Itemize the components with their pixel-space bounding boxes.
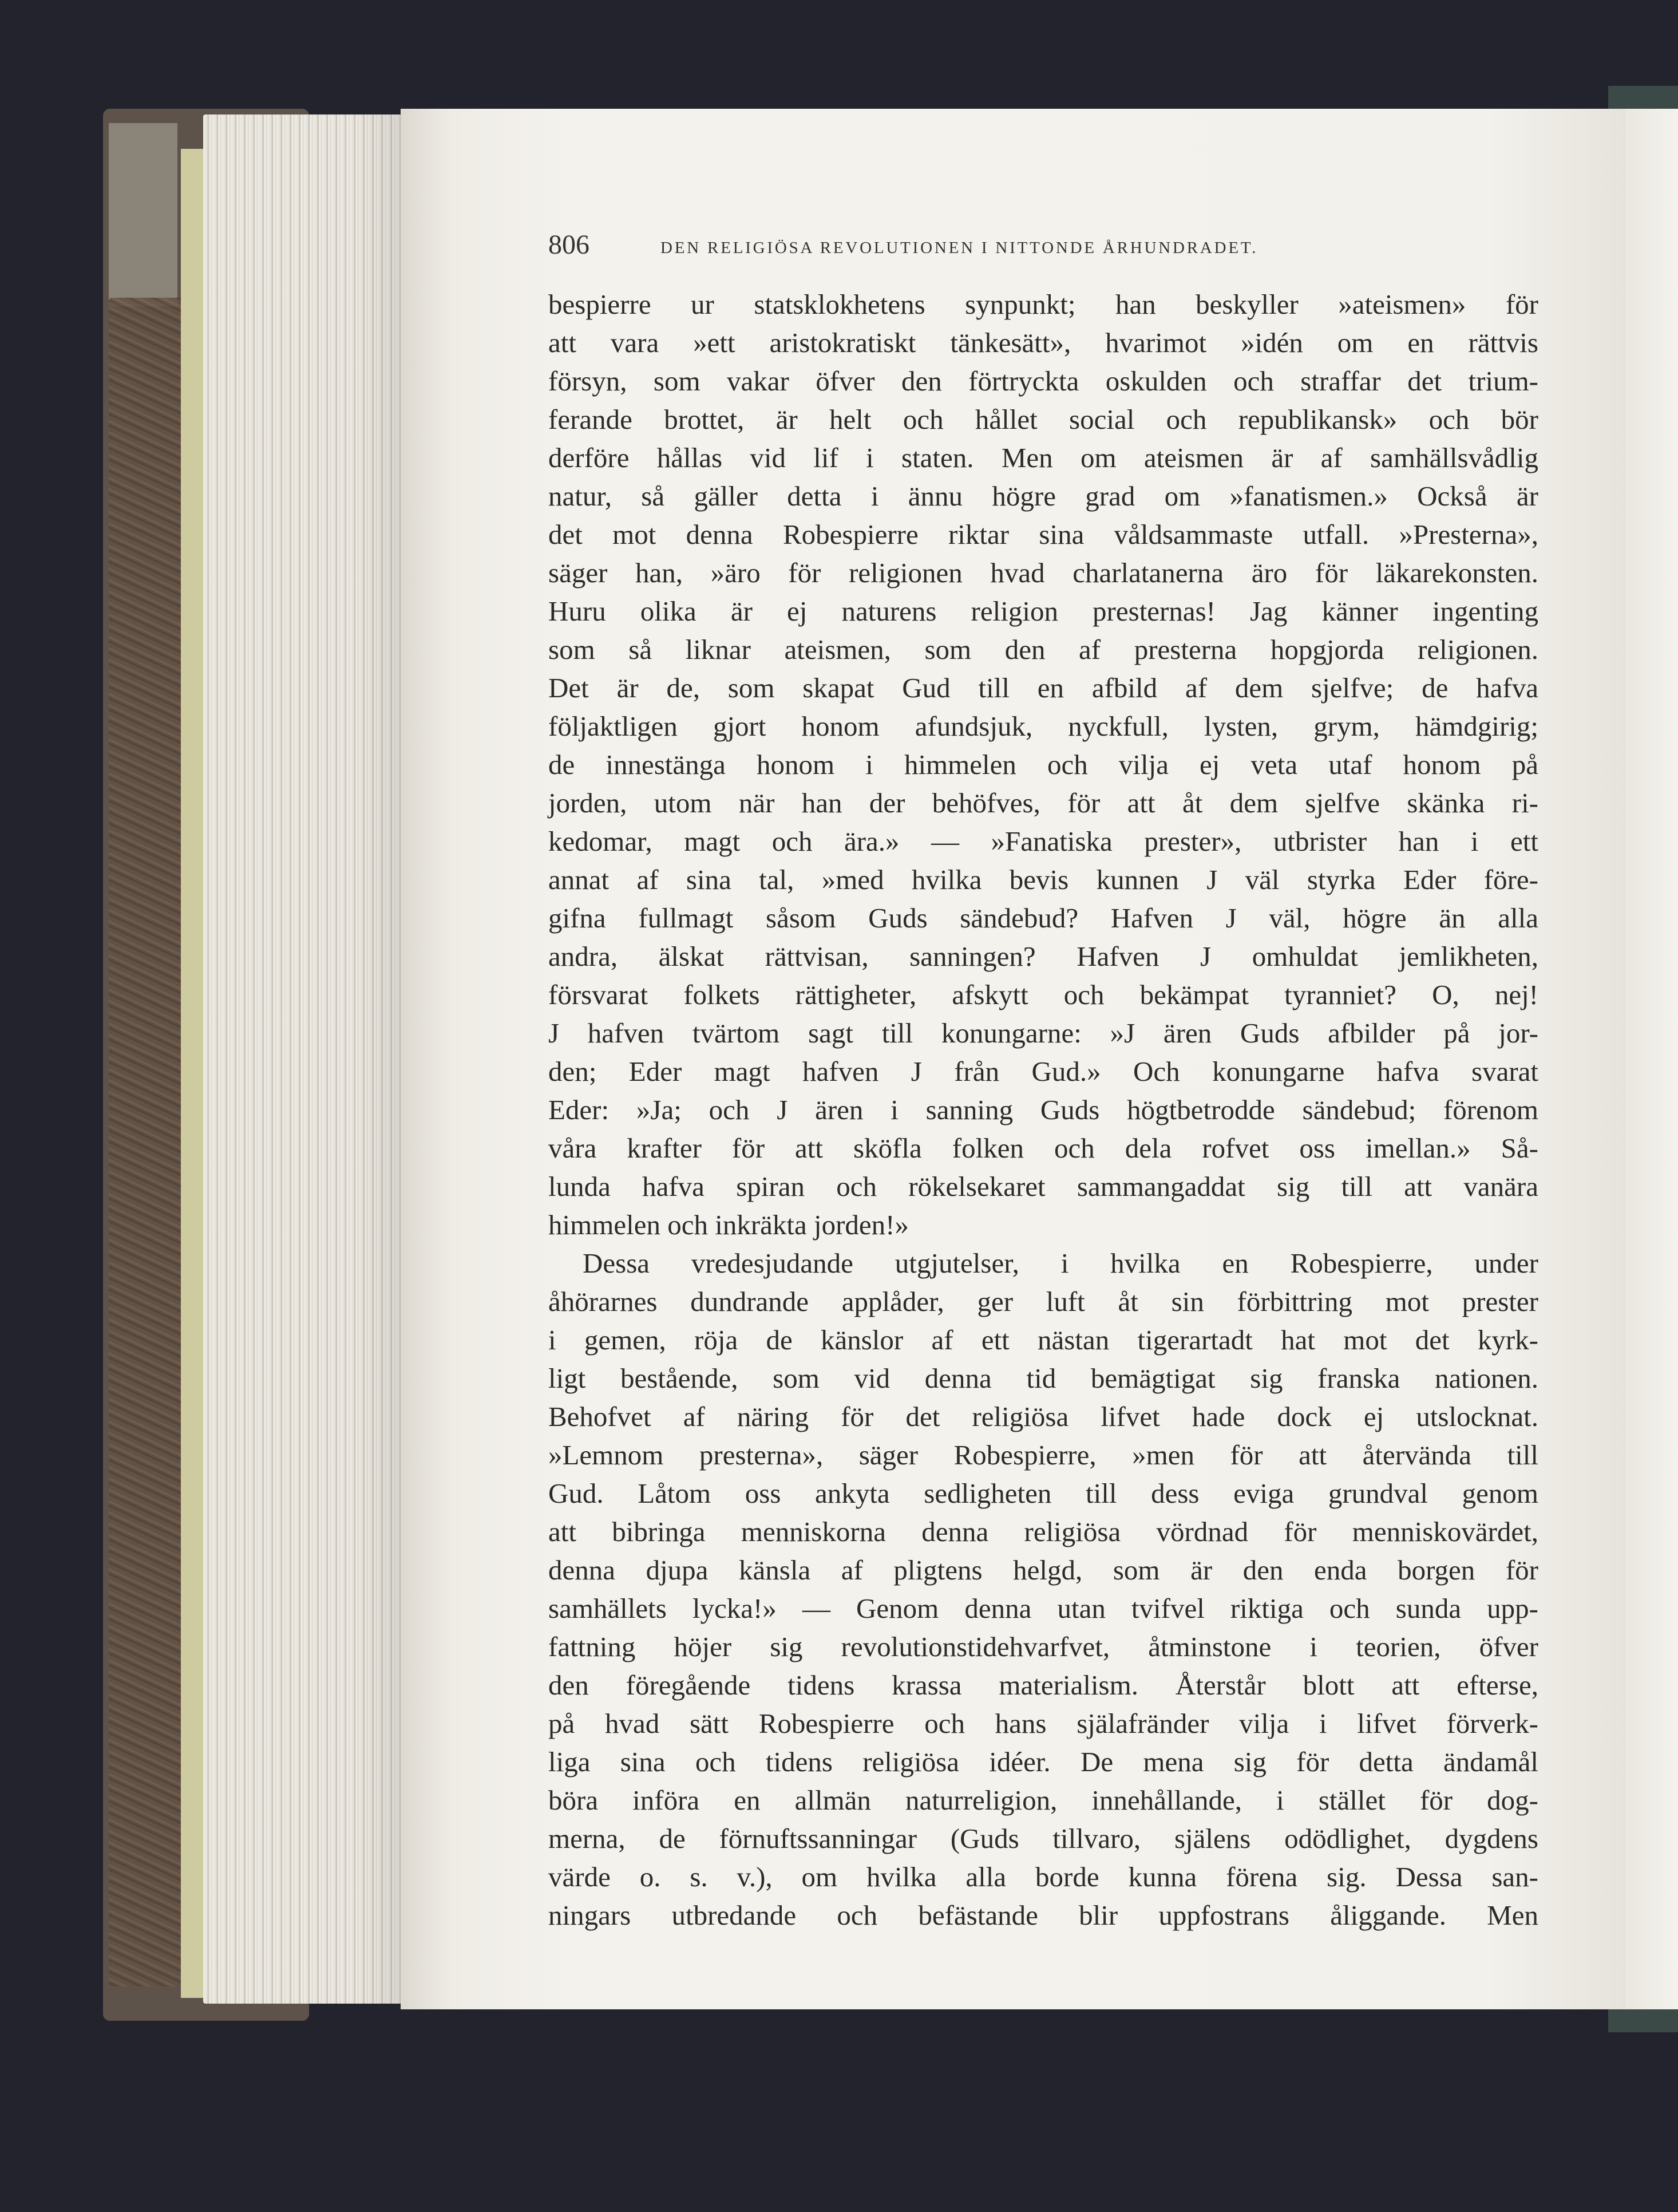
text-line: fattning höjer sig revolutionstidehvarfvet, åtminstone i teorien, öfver [548, 1631, 1538, 1662]
endpaper [181, 149, 204, 1998]
text-line: den föregående tidens krassa materialism. Återstår blott att efterse, [548, 1669, 1538, 1701]
text-line: försyn, som vakar öfver den förtryckta oskulden och straffar det trium- [548, 365, 1538, 397]
text-line: det mot denna Robespierre riktar sina våldsammaste utfall. »Presterna», [548, 519, 1538, 550]
running-head-title: DEN RELIGIÖSA REVOLUTIONEN I NITTONDE ÅRHUNDRADET. [660, 239, 1259, 257]
text-line: ligt bestående, som vid denna tid bemägtigat sig franska nationen. [548, 1362, 1538, 1394]
text-line: andra, älskat rättvisan, sanningen? Hafven J omhuldat jemlikheten, [548, 941, 1538, 972]
text-line: derföre hållas vid lif i staten. Men om ateismen är af samhällsvådlig [548, 442, 1538, 473]
text-line: att vara »ett aristokratiskt tänkesätt», hvarimot »idén om en rättvis [548, 327, 1538, 358]
text-line: Eder: »Ja; och J ären i sanning Guds högtbetrodde sändebud; förenom [548, 1094, 1538, 1125]
text-line: i gemen, röja de känslor af ett nästan tigerartadt hat mot det kyrk- [548, 1324, 1538, 1356]
text-line: jorden, utom när han der behöfves, för att åt dem sjelfve skänka ri- [548, 787, 1538, 819]
text-line: åhörarnes dundrande applåder, ger luft åt sin förbittring mot prester [548, 1286, 1538, 1317]
body-text [548, 285, 1538, 1934]
text-line: följaktligen gjort honom afundsjuk, nyckfull, lysten, grym, hämdgirig; [548, 710, 1538, 742]
text-line: ferande brottet, är helt och hållet social och republikansk» och bör [548, 404, 1538, 435]
text-line: himmelen och inkräkta jorden!» [548, 1209, 909, 1241]
paragraph-first-line: Dessa vredesjudande utgjutelser, i hvilka en Robespierre, under [583, 1247, 1538, 1279]
text-line: våra krafter för att sköfla folken och dela rofvet oss imellan.» Så- [548, 1132, 1538, 1164]
facing-page-edge [1620, 109, 1678, 2009]
text-line: den; Eder magt hafven J från Gud.» Och konungarne hafva svarat [548, 1056, 1538, 1087]
text-line: försvarat folkets rättigheter, afskytt och bekämpat tyranniet? O, nej! [548, 979, 1538, 1010]
text-line: på hvad sätt Robespierre och hans själafränder vilja i lifvet förverk- [548, 1708, 1538, 1739]
text-line: J hafven tvärtom sagt till konungarne: »J ären Guds afbilder på jor- [548, 1017, 1538, 1049]
text-line: Huru olika är ej naturens religion presternas! Jag känner ingenting [548, 595, 1538, 627]
text-line: ningars utbredande och befästande blir uppfostrans åliggande. Men [548, 1899, 1538, 1931]
text-line: Gud. Låtom oss ankyta sedligheten till dess eviga grundval genom [548, 1478, 1538, 1509]
text-line: kedomar, magt och ära.» — »Fanatiska prester», utbrister han i ett [548, 825, 1538, 857]
text-line: de innestänga honom i himmelen och vilja ej veta utaf honom på [548, 749, 1538, 780]
text-line: som så liknar ateismen, som den af presterna hopgjorda religionen. [548, 634, 1538, 665]
text-line: att bibringa menniskorna denna religiösa vördnad för menniskovärdet, [548, 1516, 1538, 1547]
text-line: böra införa en allmän naturreligion, innehållande, i stället för dog- [548, 1784, 1538, 1816]
text-line: gifna fullmagt såsom Guds sändebud? Hafven J väl, högre än alla [548, 902, 1538, 934]
text-line: annat af sina tal, »med hvilka bevis kunnen J väl styrka Eder före- [548, 864, 1538, 895]
cover-leather-texture [109, 298, 183, 1986]
text-line: bespierre ur statsklokhetens synpunkt; han beskyller »ateismen» för [548, 289, 1538, 320]
text-line: »Lemnom presterna», säger Robespierre, »men för att återvända till [548, 1439, 1538, 1471]
text-line: natur, så gäller detta i ännu högre grad om »fanatismen.» Också är [548, 480, 1538, 512]
text-line: Behofvet af näring för det religiösa lifvet hade dock ej utslocknat. [548, 1401, 1538, 1432]
text-line: liga sina och tidens religiösa idéer. De mena sig för detta ändamål [548, 1746, 1538, 1778]
text-line: Det är de, som skapat Gud till en afbild af dem sjelfve; de hafva [548, 672, 1538, 704]
text-line: samhällets lycka!» — Genom denna utan tvifvel riktiga och sunda upp- [548, 1593, 1538, 1624]
text-line: lunda hafva spiran och rökelsekaret sammangaddat sig till att vanära [548, 1171, 1538, 1202]
text-line: värde o. s. v.), om hvilka alla borde kunna förena sig. Dessa san- [548, 1861, 1538, 1893]
text-line: denna djupa känsla af pligtens helgd, som är den enda borgen för [548, 1554, 1538, 1586]
running-head [548, 228, 1418, 262]
cover-cloth-corner [109, 123, 177, 306]
page-number: 806 [548, 230, 589, 260]
text-line: säger han, »äro för religionen hvad charlatanerna äro för läkarekonsten. [548, 557, 1538, 588]
text-line: merna, de förnuftssanningar (Guds tillvaro, själens odödlighet, dygdens [548, 1823, 1538, 1854]
